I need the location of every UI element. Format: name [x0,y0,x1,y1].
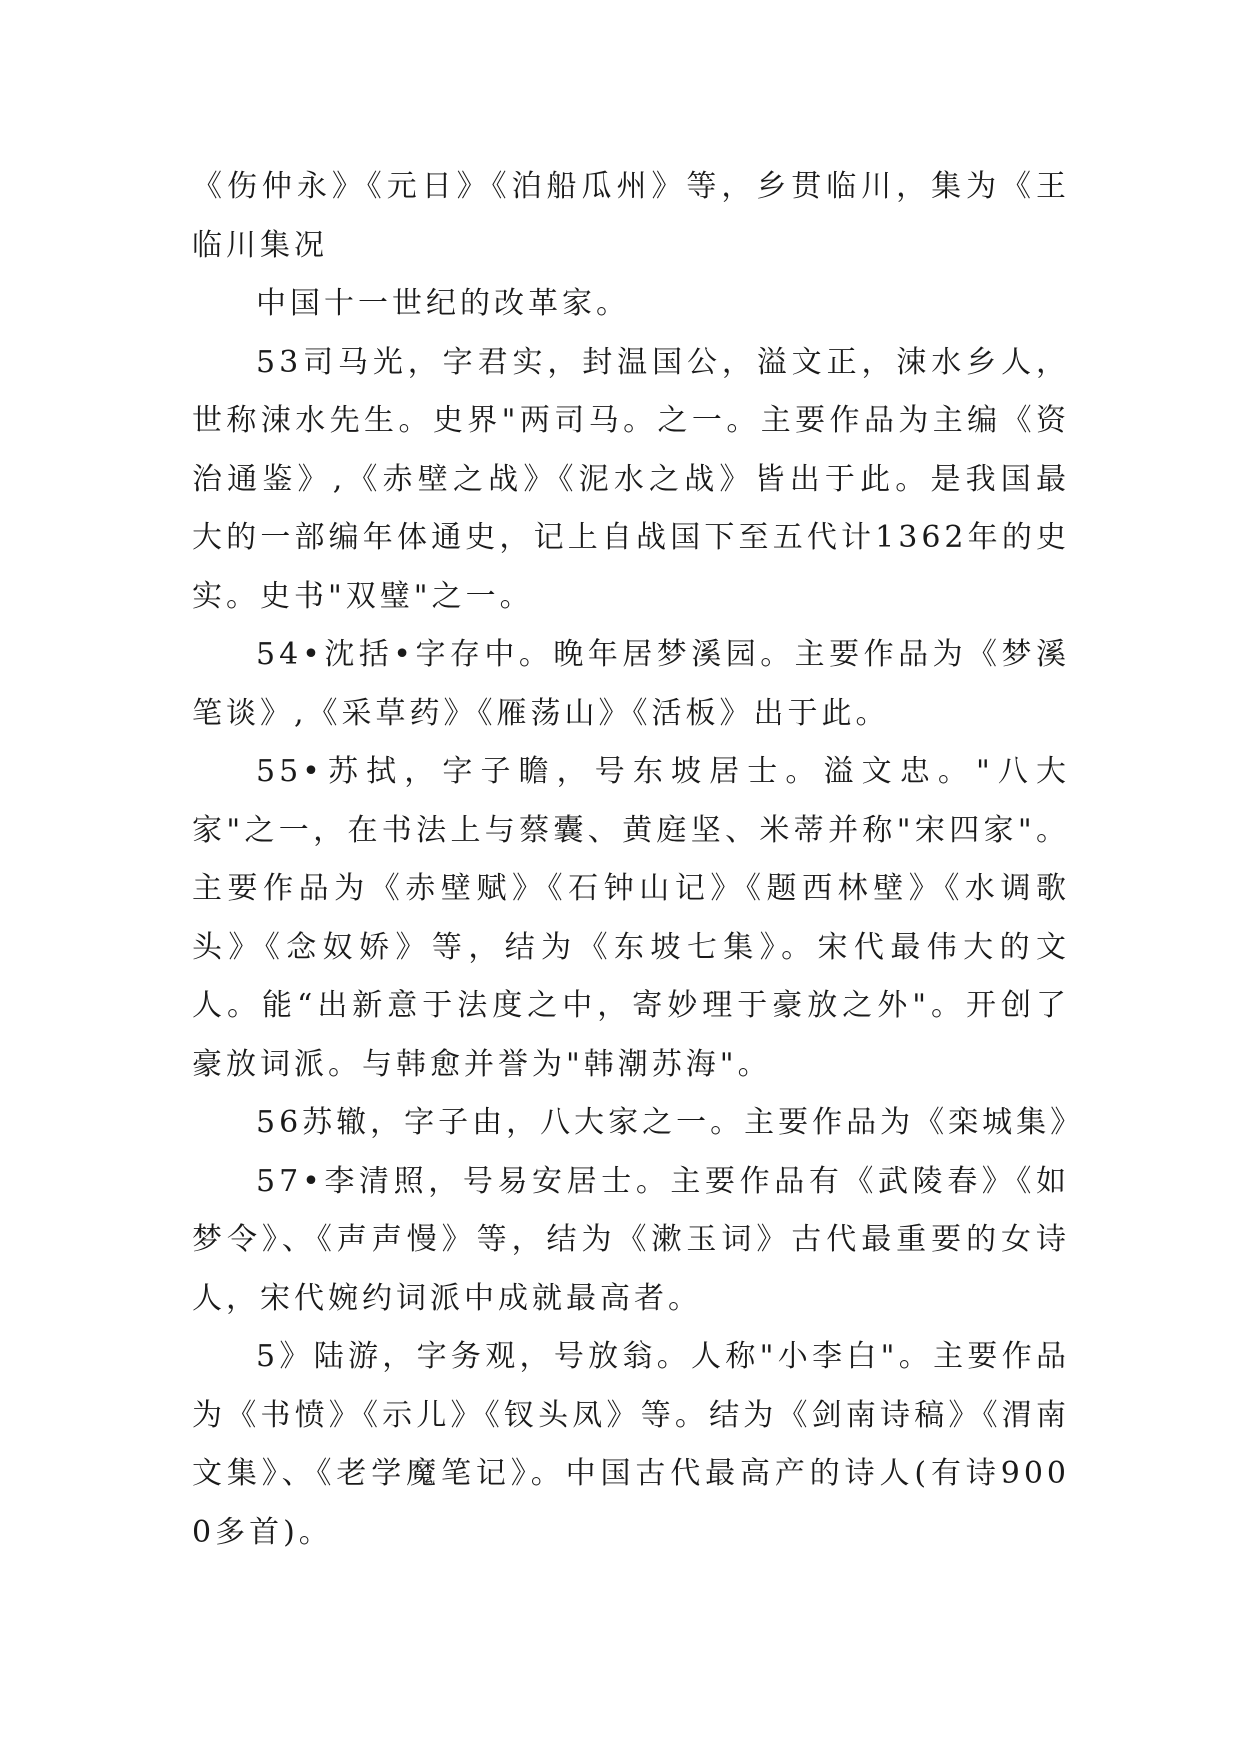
paragraph-6: 56苏辙，字子由，八大家之一。主要作品为《栾城集》 [256,1105,1085,1140]
document-body [192,158,1085,1562]
paragraph-5: 55•苏拭，字子瞻，号东坡居士。溢文忠。"八大家"之一，在书法上与蔡囊、黄庭坚、米蒂并称"宋四家"。主要作品为《赤壁赋》《石钟山记》《题西林壁》《水调歌头》《念奴娇》等，结为《东坡七集》。宋代最伟大的文人。能“出新意于法度之中，寄妙理于豪放之外"。开创了豪放词派。与韩愈并誉为"韩潮苏海"。 [192,754,1070,1082]
paragraph-1: 《伤仲永》《元日》《泊船瓜州》等，乡贯临川，集为《王临川集况 [192,169,1070,263]
paragraph-2: 中国十一世纪的改革家。 [256,286,630,321]
paragraph-8: 5》陆游，字务观，号放翁。人称"小李白"。主要作品为《书愤》《示儿》《钗头凤》等。结为《剑南诗稿》《渭南文集》、《老学魔笔记》。中国古代最高产的诗人(有诗9000多首)。 [192,1339,1070,1550]
paragraph-4: 54•沈括•字存中。晚年居梦溪园。主要作品为《梦溪笔谈》,《采草药》《雁荡山》《活板》出于此。 [192,637,1070,731]
paragraph-7: 57•李清照，号易安居士。主要作品有《武陵春》《如梦令》、《声声慢》等，结为《漱玉词》古代最重要的女诗人，宋代婉约词派中成就最高者。 [192,1163,1070,1316]
paragraph-3: 53司马光，字君实，封温国公，溢文正，涑水乡人，世称涑水先生。史界"两司马。之一。主要作品为主编《资治通鉴》,《赤壁之战》《泥水之战》皆出于此。是我国最大的一部编年体通史，记上自战国下至五代计1362年的史实。史书"双璧"之一。 [192,344,1070,614]
